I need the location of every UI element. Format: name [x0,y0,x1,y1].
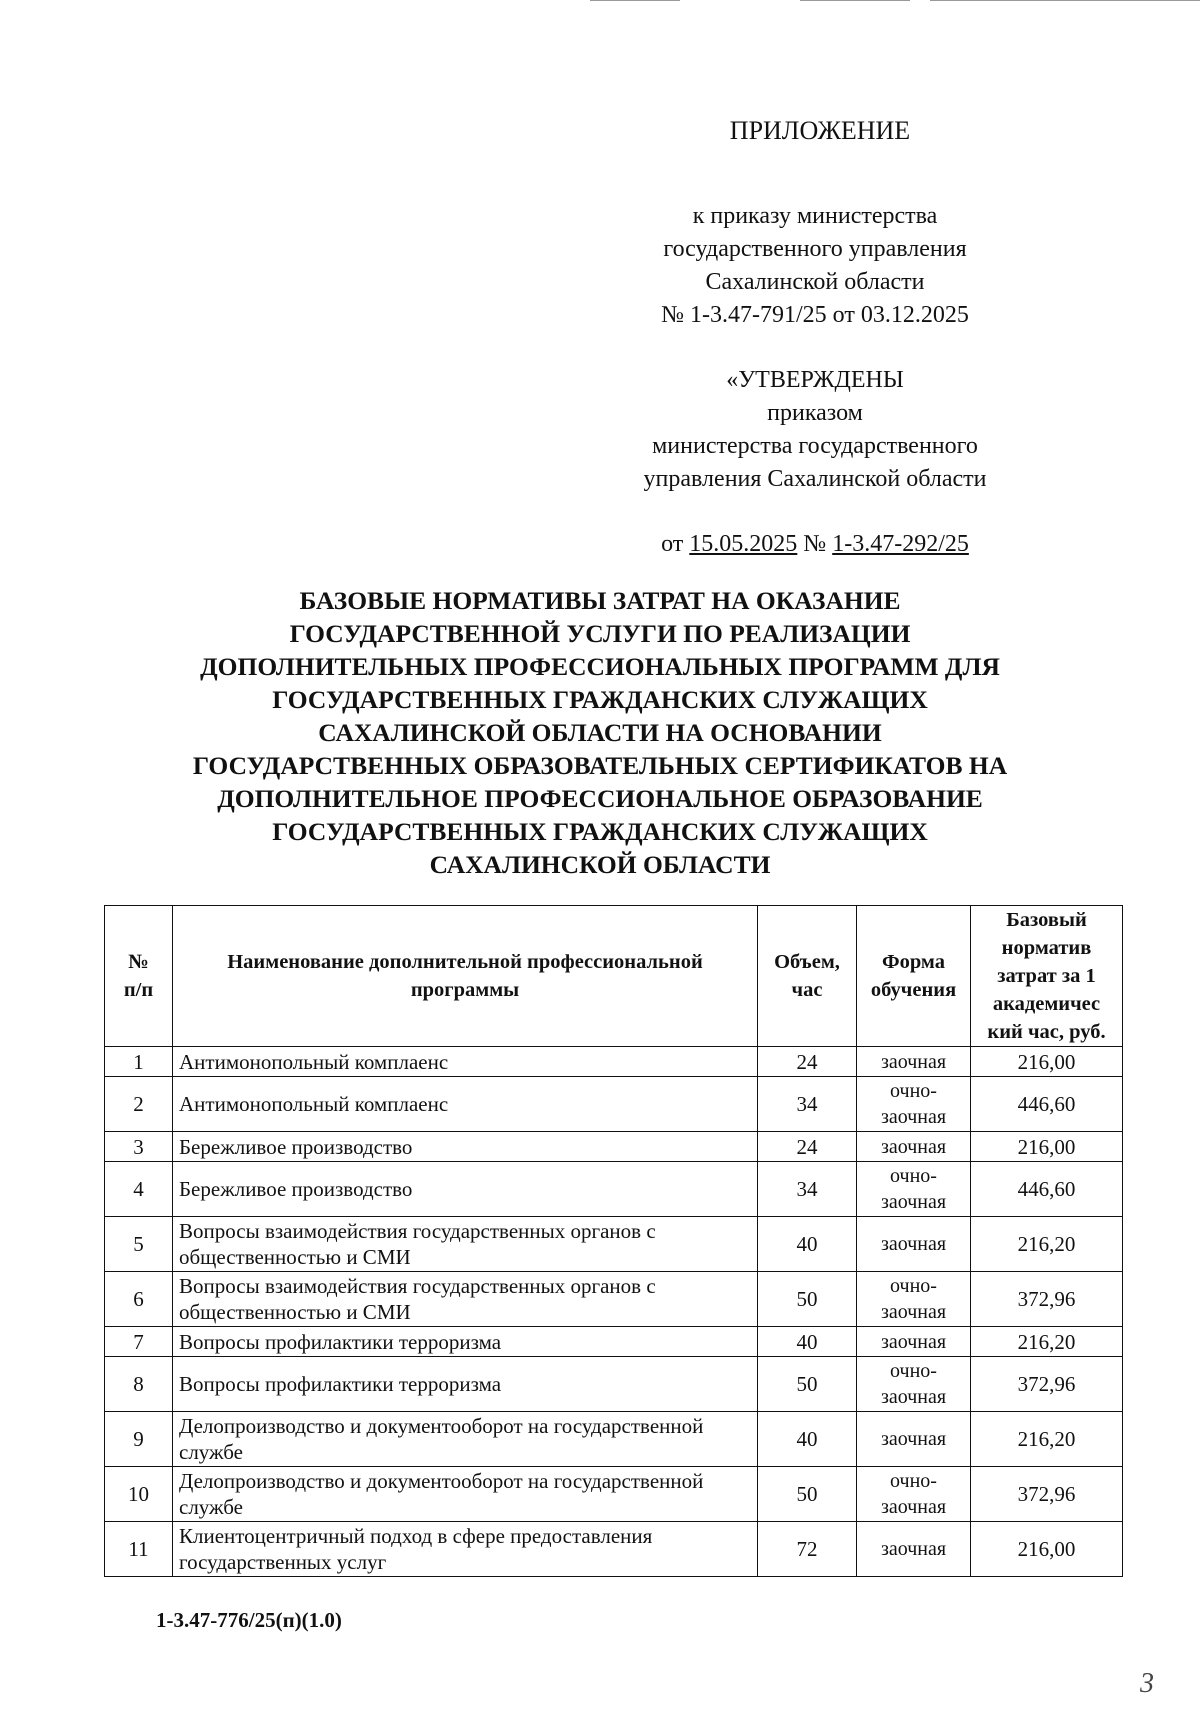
cell-form: заочная [857,1217,971,1272]
title-line: САХАЛИНСКОЙ ОБЛАСТИ НА ОСНОВАНИИ [318,718,882,747]
cell-form: заочная [857,1412,971,1467]
cell-norm: 216,20 [971,1217,1123,1272]
cell-program-name: Бережливое производство [173,1132,758,1162]
header-form: Форма обучения [857,906,971,1047]
approval-line: управления Сахалинской области [643,466,987,492]
cell-form: заочная [857,1522,971,1577]
approval-line: приказом [767,400,863,426]
cell-number: 8 [105,1357,173,1412]
cell-norm: 216,20 [971,1327,1123,1357]
cell-number: 7 [105,1327,173,1357]
cell-program-name: Бережливое производство [173,1162,758,1217]
approval-date: 15.05.2025 [689,531,798,557]
cell-norm: 446,60 [971,1077,1123,1132]
cell-norm: 372,96 [971,1467,1123,1522]
cell-norm: 216,00 [971,1132,1123,1162]
scan-top-line [590,0,680,1]
norms-table [104,905,1123,1577]
table-row [105,1217,1123,1272]
header-norm: Базовый норматив затрат за 1 академичес кий час, руб. [971,906,1123,1047]
cell-volume: 24 [758,1132,857,1162]
approval-stamp [560,364,1070,496]
scan-top-line [930,0,1200,1]
number-prefix: № [803,531,827,557]
cell-norm: 372,96 [971,1357,1123,1412]
table-row [105,1522,1123,1577]
cell-norm: 216,20 [971,1412,1123,1467]
table-row [105,1162,1123,1217]
cell-volume: 34 [758,1162,857,1217]
title-line: БАЗОВЫЕ НОРМАТИВЫ ЗАТРАТ НА ОКАЗАНИЕ [299,586,901,615]
cell-program-name: Делопроизводство и документооборот на государственной службе [173,1412,758,1467]
table-row [105,1272,1123,1327]
approval-line: «УТВЕРЖДЕНЫ [726,367,904,393]
cell-form: очно- заочная [857,1272,971,1327]
cell-volume: 40 [758,1412,857,1467]
date-prefix: от [661,531,684,557]
cell-number: 5 [105,1217,173,1272]
cell-form: очно- заочная [857,1357,971,1412]
cell-number: 11 [105,1522,173,1577]
cell-number: 6 [105,1272,173,1327]
cell-number: 1 [105,1047,173,1077]
cell-program-name: Вопросы профилактики терроризма [173,1327,758,1357]
title-line: ДОПОЛНИТЕЛЬНОЕ ПРОФЕССИОНАЛЬНОЕ ОБРАЗОВАНИЕ [217,784,983,813]
cell-number: 9 [105,1412,173,1467]
approval-date-line [560,528,1070,561]
header-volume: Объем, час [758,906,857,1047]
document-title [140,584,1060,881]
table-row [105,1357,1123,1412]
cell-volume: 34 [758,1077,857,1132]
appendix-title: ПРИЛОЖЕНИЕ [729,116,911,145]
order-line: к приказу министерства [692,203,938,229]
table-row [105,1132,1123,1162]
header-number: № п/п [105,906,173,1047]
scan-top-line [800,0,910,1]
cell-volume: 40 [758,1217,857,1272]
title-line: САХАЛИНСКОЙ ОБЛАСТИ [429,850,771,879]
approval-number: 1-3.47-292/25 [832,531,969,557]
cell-form: заочная [857,1047,971,1077]
title-line: ГОСУДАРСТВЕННОЙ УСЛУГИ ПО РЕАЛИЗАЦИИ [289,619,911,648]
cell-number: 4 [105,1162,173,1217]
cell-form: очно- заочная [857,1077,971,1132]
cell-volume: 50 [758,1272,857,1327]
cell-program-name: Антимонопольный комплаенс [173,1047,758,1077]
page-number: 3 [1140,1668,1154,1699]
cell-number: 2 [105,1077,173,1132]
cell-program-name: Вопросы взаимодействия государственных органов с общественностью и СМИ [173,1217,758,1272]
cell-norm: 216,00 [971,1047,1123,1077]
cell-number: 10 [105,1467,173,1522]
cell-program-name: Клиентоцентричный подход в сфере предоставления государственных услуг [173,1522,758,1577]
title-line: ГОСУДАРСТВЕННЫХ ГРАЖДАНСКИХ СЛУЖАЩИХ [272,685,928,714]
approval-line: министерства государственного [652,433,978,459]
cell-program-name: Антимонопольный комплаенс [173,1077,758,1132]
table-row [105,1412,1123,1467]
cell-norm: 372,96 [971,1272,1123,1327]
title-line: ДОПОЛНИТЕЛЬНЫХ ПРОФЕССИОНАЛЬНЫХ ПРОГРАММ ДЛЯ [200,652,1000,681]
cell-volume: 72 [758,1522,857,1577]
title-line: ГОСУДАРСТВЕННЫХ ГРАЖДАНСКИХ СЛУЖАЩИХ [272,817,928,846]
cell-program-name: Вопросы профилактики терроризма [173,1357,758,1412]
cell-norm: 216,00 [971,1522,1123,1577]
cell-volume: 24 [758,1047,857,1077]
header-program-name: Наименование дополнительной профессиональной программы [173,906,758,1047]
table-header-row [105,906,1123,1047]
title-line: ГОСУДАРСТВЕННЫХ ОБРАЗОВАТЕЛЬНЫХ СЕРТИФИКАТОВ НА [192,751,1008,780]
cell-form: очно- заочная [857,1162,971,1217]
cell-norm: 446,60 [971,1162,1123,1217]
table-row [105,1077,1123,1132]
order-number: № 1-3.47-791/25 от 03.12.2025 [661,302,969,328]
cell-program-name: Делопроизводство и документооборот на государственной службе [173,1467,758,1522]
cell-form: заочная [857,1132,971,1162]
order-reference [560,200,1070,332]
document-code: 1-3.47-776/25(п)(1.0) [156,1608,342,1632]
cell-number: 3 [105,1132,173,1162]
table-row [105,1327,1123,1357]
cell-volume: 50 [758,1357,857,1412]
cell-form: заочная [857,1327,971,1357]
cell-form: очно- заочная [857,1467,971,1522]
table-row [105,1467,1123,1522]
cell-volume: 40 [758,1327,857,1357]
order-line: государственного управления [663,236,967,262]
cell-volume: 50 [758,1467,857,1522]
table-row [105,1047,1123,1077]
order-line: Сахалинской области [705,269,925,295]
cell-program-name: Вопросы взаимодействия государственных органов с общественностью и СМИ [173,1272,758,1327]
